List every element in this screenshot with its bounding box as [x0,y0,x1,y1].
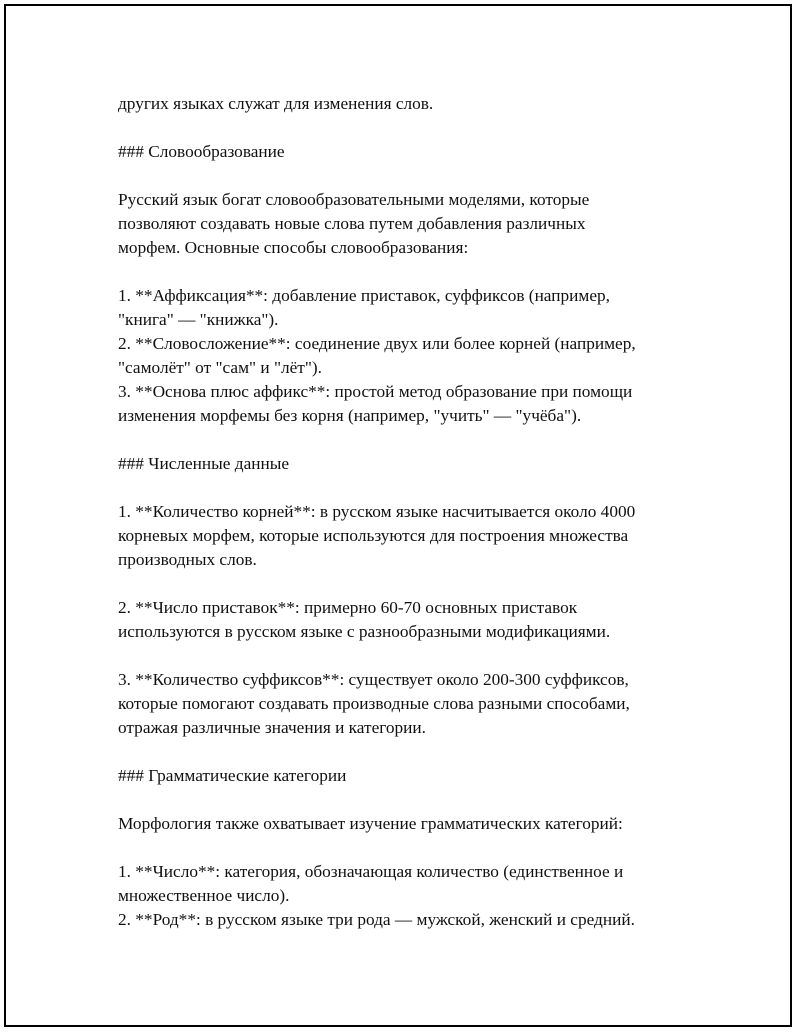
item-suffix-count [118,668,718,740]
list-item: множественное число). [118,886,290,905]
paragraph-word-formation [118,188,718,260]
item-prefix-count [118,596,718,644]
list-grammatical-categories [118,860,718,932]
text-line: производных слов. [118,550,257,569]
text-line: Морфология также охватывает изучение грамматических категорий: [118,814,623,833]
paragraph-intro-continuation [118,92,718,116]
text-line: других языках служат для изменения слов. [118,94,434,113]
heading-text: ### Словообразование [118,142,285,161]
text-line: используются в русском языке с разнообразными модификациями. [118,622,611,641]
text-line: Русский язык богат словообразовательными моделями, которые [118,190,590,209]
list-item: 2. **Род**: в русском языке три рода — мужской, женский и средний. [118,910,635,929]
list-item: 2. **Словосложение**: соединение двух или более корней (например, [118,334,636,353]
text-line: отражая различные значения и категории. [118,718,426,737]
list-item: изменения морфемы без корня (например, "учить" — "учёба"). [118,406,582,425]
heading-numerical-data [118,452,718,476]
text-line: 2. **Число приставок**: примерно 60-70 основных приставок [118,598,578,617]
heading-word-formation [118,140,718,164]
heading-text: ### Грамматические категории [118,766,347,785]
document-body [118,92,718,932]
list-word-formation-methods [118,284,718,428]
text-line: морфем. Основные способы словообразования: [118,238,469,257]
paragraph-grammatical-intro [118,812,718,836]
text-line: 3. **Количество суффиксов**: существует около 200-300 суффиксов, [118,670,629,689]
text-line: 1. **Количество корней**: в русском языке насчитывается около 4000 [118,502,636,521]
heading-text: ### Численные данные [118,454,290,473]
list-item: 1. **Число**: категория, обозначающая количество (единственное и [118,862,624,881]
list-item: 1. **Аффиксация**: добавление приставок, суффиксов (например, [118,286,610,305]
text-line: корневых морфем, которые используются для построения множества [118,526,629,545]
text-line: которые помогают создавать производные слова разными способами, [118,694,630,713]
list-item: 3. **Основа плюс аффикс**: простой метод образование при помощи [118,382,633,401]
list-item: "книга" — "книжка"). [118,310,279,329]
item-root-count [118,500,718,572]
heading-grammatical-categories [118,764,718,788]
text-line: позволяют создавать новые слова путем добавления различных [118,214,586,233]
list-item: "самолёт" от "сам" и "лёт"). [118,358,322,377]
